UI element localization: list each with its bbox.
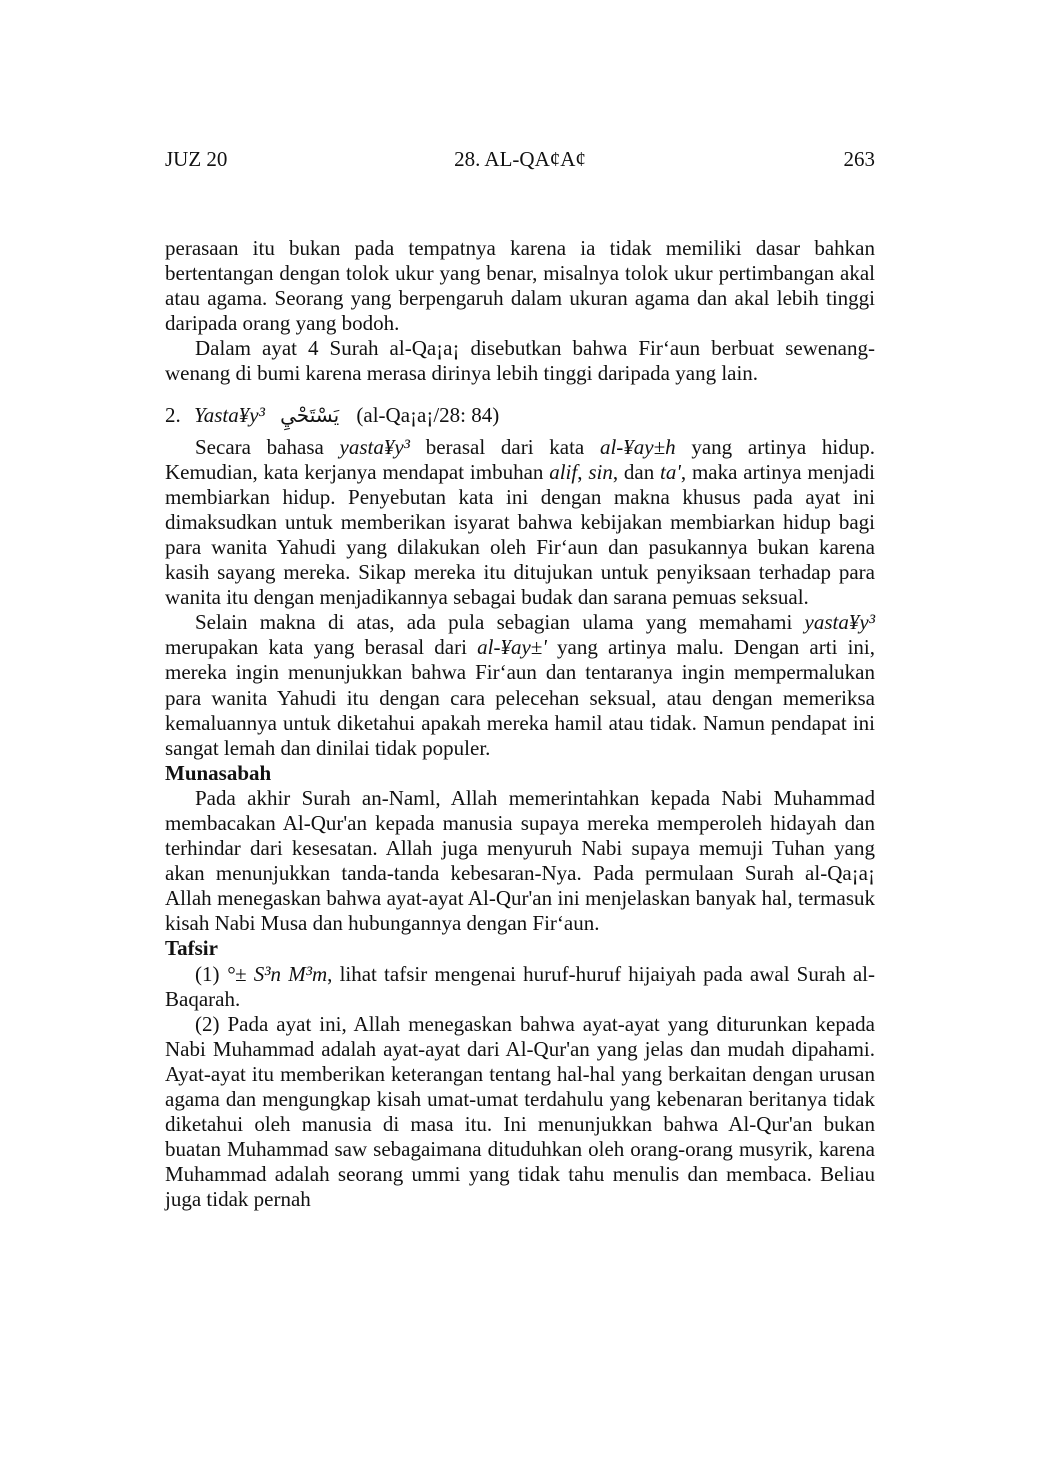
item-number: 2.: [165, 402, 181, 427]
paragraph-ayat-4: Dalam ayat 4 Surah al-Qa¡a¡ disebutkan bahwa Fir‘aun berbuat sewenang-wenang di bumi karena merasa dirinya lebih tinggi daripada yang lain.: [165, 336, 875, 386]
tafsir-verse-1: (1) °± S³n M³m, lihat tafsir mengenai huruf-huruf hijaiyah pada awal Surah al-Baqarah.: [165, 961, 875, 1011]
paragraph-yastahyi-meaning: Secara bahasa yasta¥y³ berasal dari kata al-¥ay±h yang artinya hidup. Kemudian, kata kerjanya mendapat imbuhan alif, sin, dan ta', maka artinya menjadi membiarkan hidup. Penyebutan kata ini dengan makna khusus pada ayat ini dimaksudkan untuk memberikan isyarat bahwa kebijakan membiarkan hidup bagi para wanita Yahudi yang dilakukan oleh Fir‘aun dan pasukannya bukan karena kasih sayang mereka. Sikap mereka itu ditujukan untuk penyiksaan terhadap para wanita itu dengan menjadikannya sebagai budak dan sarana pemuas seksual.: [165, 434, 876, 610]
page-number: 263: [843, 147, 875, 171]
item-reference: (al-Qa¡a¡/28: 84): [356, 402, 500, 427]
paragraph-alternative-meaning: Selain makna di atas, ada pula sebagian ulama yang memahami yasta¥y³ merupakan kata yang berasal dari al-¥ay±' yang artinya malu. Dengan arti ini, mereka ingin menunjukkan bahwa Fir‘aun dan tentaranya ingin mempermalukan para wanita Yahudi itu dengan cara pelecehan seksual, atau dengan memeriksa kemaluannya untuk diketahui apakah mereka hamil atau tidak. Namun pendapat ini sangat lemah dan dinilai tidak populer.: [165, 610, 876, 760]
surah-title: 28. AL-QA¢A¢: [454, 147, 586, 171]
tafsir-verse-2: (2) Pada ayat ini, Allah menegaskan bahwa ayat-ayat yang diturunkan kepada Nabi Muhammad adalah ayat-ayat dari Al-Qur'an yang jelas dan mudah dipahami. Ayat-ayat itu memberikan keterangan tentang hal-hal yang berkaitan dengan urusan agama dan mengungkap kisah umat-umat terdahulu yang kebenaran beritanya tidak diketahui oleh manusia di masa itu. Ini menunjukkan bahwa Al-Qur'an bukan buatan Muhammad saw sebagaimana dituduhkan oleh orang-orang musyrik, karena Muhammad adalah seorang ummi yang tidak tahu menulis dan membaca. Beliau juga tidak pernah: [165, 1011, 875, 1212]
vocab-item-2: [165, 397, 875, 433]
arabic-word: يَسْتَحْيِ: [280, 402, 340, 427]
tafsir-heading: Tafsir: [165, 936, 218, 961]
paragraph-continuation: perasaan itu bukan pada tempatnya karena ia tidak memiliki dasar bahkan bertentangan dengan tolok ukur yang benar, misalnya tolok ukur pertimbangan akal atau agama. Seorang yang berpengaruh dalam ukuran agama dan akal lebih tinggi daripada orang yang bodoh.: [165, 236, 875, 336]
munasabah-paragraph: Pada akhir Surah an-Naml, Allah memerintahkan kepada Nabi Muhammad membacakan Al-Qur'an kepada manusia supaya mereka memperoleh hidayah dan terhindar dari kesesatan. Allah juga menyuruh Nabi supaya memuji Tuhan yang akan menunjukkan tanda-tanda kebesaran-Nya. Pada permulaan Surah al-Qa¡a¡ Allah menegaskan bahwa ayat-ayat Al-Qur'an ini menjelaskan banyak hal, termasuk kisah Nabi Musa dan hubungannya dengan Fir‘aun.: [165, 785, 875, 936]
item-term: Yasta¥y³: [194, 402, 265, 427]
page-body: [165, 236, 875, 1212]
juz-label: JUZ 20: [165, 147, 228, 171]
running-header: [165, 146, 875, 174]
munasabah-heading: Munasabah: [165, 760, 272, 785]
